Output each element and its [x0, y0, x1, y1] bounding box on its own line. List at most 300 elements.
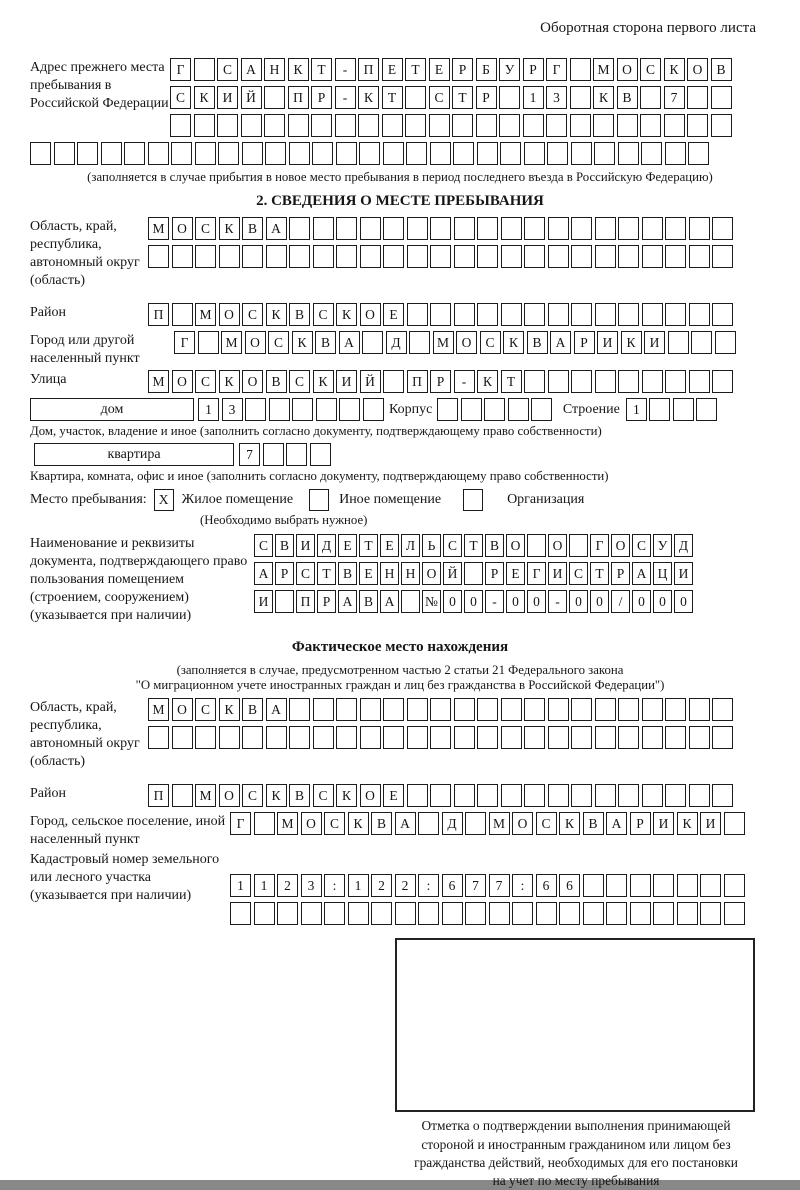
char-cell[interactable]: [217, 114, 238, 137]
char-cell[interactable]: И: [254, 590, 273, 613]
char-cell[interactable]: О: [219, 303, 240, 326]
char-cell[interactable]: С: [296, 562, 315, 585]
char-cell[interactable]: [595, 303, 616, 326]
char-cell[interactable]: Е: [383, 303, 404, 326]
char-cell[interactable]: [407, 698, 428, 721]
char-cell[interactable]: Р: [630, 812, 651, 835]
char-cell[interactable]: [195, 245, 216, 268]
char-cell[interactable]: С: [632, 534, 651, 557]
char-cell[interactable]: [712, 784, 733, 807]
char-cell[interactable]: П: [288, 86, 309, 109]
char-cell[interactable]: [383, 217, 404, 240]
char-cell[interactable]: О: [548, 534, 567, 557]
char-cell[interactable]: К: [336, 784, 357, 807]
char-cell[interactable]: К: [621, 331, 642, 354]
char-cell[interactable]: К: [358, 86, 379, 109]
char-cell[interactable]: [465, 902, 486, 925]
char-cell[interactable]: [310, 443, 331, 466]
char-cell[interactable]: Т: [311, 58, 332, 81]
char-cell[interactable]: И: [217, 86, 238, 109]
char-cell[interactable]: [664, 114, 685, 137]
char-cell[interactable]: [677, 902, 698, 925]
char-cell[interactable]: [595, 784, 616, 807]
char-cell[interactable]: Д: [317, 534, 336, 557]
char-cell[interactable]: [595, 698, 616, 721]
char-cell[interactable]: [724, 874, 745, 897]
char-cell[interactable]: [571, 303, 592, 326]
char-cell[interactable]: [569, 534, 588, 557]
dom-number-row[interactable]: [198, 398, 386, 422]
char-cell[interactable]: 2: [395, 874, 416, 897]
char-cell[interactable]: 0: [464, 590, 483, 613]
char-cell[interactable]: [501, 217, 522, 240]
char-cell[interactable]: В: [289, 303, 310, 326]
char-cell[interactable]: [571, 726, 592, 749]
char-cell[interactable]: [595, 217, 616, 240]
char-cell[interactable]: [266, 726, 287, 749]
char-cell[interactable]: А: [254, 562, 273, 585]
char-cell[interactable]: [618, 245, 639, 268]
char-cell[interactable]: [477, 784, 498, 807]
char-cell[interactable]: [712, 370, 733, 393]
kvartira-number-row[interactable]: [239, 443, 333, 467]
char-cell[interactable]: В: [242, 698, 263, 721]
char-cell[interactable]: [642, 370, 663, 393]
char-cell[interactable]: 1: [626, 398, 647, 421]
char-cell[interactable]: [583, 902, 604, 925]
char-cell[interactable]: [688, 142, 709, 165]
char-cell[interactable]: [198, 331, 219, 354]
char-cell[interactable]: [665, 784, 686, 807]
char-cell[interactable]: 0: [674, 590, 693, 613]
char-cell[interactable]: [570, 114, 591, 137]
char-cell[interactable]: [689, 784, 710, 807]
char-cell[interactable]: М: [433, 331, 454, 354]
char-cell[interactable]: [618, 142, 639, 165]
char-cell[interactable]: [335, 114, 356, 137]
char-cell[interactable]: 2: [371, 874, 392, 897]
doc-row-1[interactable]: [254, 534, 695, 558]
char-cell[interactable]: Е: [382, 58, 403, 81]
char-cell[interactable]: М: [195, 784, 216, 807]
char-cell[interactable]: [524, 726, 545, 749]
char-cell[interactable]: С: [569, 562, 588, 585]
char-cell[interactable]: [630, 874, 651, 897]
char-cell[interactable]: 0: [632, 590, 651, 613]
char-cell[interactable]: Ь: [422, 534, 441, 557]
korpus-row[interactable]: [437, 398, 555, 422]
char-cell[interactable]: [461, 398, 482, 421]
char-cell[interactable]: М: [221, 331, 242, 354]
char-cell[interactable]: :: [418, 874, 439, 897]
char-cell[interactable]: 2: [277, 874, 298, 897]
char-cell[interactable]: И: [296, 534, 315, 557]
char-cell[interactable]: [531, 398, 552, 421]
char-cell[interactable]: [546, 114, 567, 137]
char-cell[interactable]: С: [268, 331, 289, 354]
char-cell[interactable]: [454, 245, 475, 268]
char-cell[interactable]: -: [454, 370, 475, 393]
char-cell[interactable]: [595, 245, 616, 268]
char-cell[interactable]: [641, 142, 662, 165]
char-cell[interactable]: [524, 245, 545, 268]
char-cell[interactable]: [219, 726, 240, 749]
char-cell[interactable]: [477, 698, 498, 721]
char-cell[interactable]: [476, 114, 497, 137]
char-cell[interactable]: 7: [664, 86, 685, 109]
char-cell[interactable]: [524, 217, 545, 240]
char-cell[interactable]: О: [219, 784, 240, 807]
char-cell[interactable]: [595, 726, 616, 749]
char-cell[interactable]: А: [632, 562, 651, 585]
char-cell[interactable]: [689, 303, 710, 326]
char-cell[interactable]: [311, 114, 332, 137]
kvartira-type-box[interactable]: квартира: [34, 443, 234, 466]
char-cell[interactable]: -: [335, 58, 356, 81]
char-cell[interactable]: Т: [405, 58, 426, 81]
char-cell[interactable]: Е: [429, 58, 450, 81]
char-cell[interactable]: Р: [523, 58, 544, 81]
char-cell[interactable]: В: [583, 812, 604, 835]
char-cell[interactable]: И: [336, 370, 357, 393]
char-cell[interactable]: К: [219, 370, 240, 393]
char-cell[interactable]: [313, 698, 334, 721]
char-cell[interactable]: [313, 245, 334, 268]
char-cell[interactable]: С: [242, 303, 263, 326]
char-cell[interactable]: [454, 303, 475, 326]
char-cell[interactable]: [571, 142, 592, 165]
char-cell[interactable]: [642, 698, 663, 721]
doc-row-2[interactable]: [254, 562, 695, 586]
char-cell[interactable]: [501, 726, 522, 749]
char-cell[interactable]: [712, 726, 733, 749]
char-cell[interactable]: [360, 217, 381, 240]
char-cell[interactable]: К: [593, 86, 614, 109]
char-cell[interactable]: Д: [386, 331, 407, 354]
char-cell[interactable]: [124, 142, 145, 165]
char-cell[interactable]: [336, 245, 357, 268]
char-cell[interactable]: О: [506, 534, 525, 557]
dom-type-box[interactable]: дом: [30, 398, 194, 421]
char-cell[interactable]: Т: [382, 86, 403, 109]
char-cell[interactable]: 7: [489, 874, 510, 897]
char-cell[interactable]: [430, 303, 451, 326]
char-cell[interactable]: /: [611, 590, 630, 613]
char-cell[interactable]: К: [559, 812, 580, 835]
char-cell[interactable]: В: [371, 812, 392, 835]
char-cell[interactable]: И: [644, 331, 665, 354]
char-cell[interactable]: [269, 398, 290, 421]
char-cell[interactable]: [501, 698, 522, 721]
checkbox-organizaciya[interactable]: [463, 489, 483, 511]
char-cell[interactable]: [383, 370, 404, 393]
char-cell[interactable]: [241, 114, 262, 137]
char-cell[interactable]: М: [195, 303, 216, 326]
char-cell[interactable]: Р: [430, 370, 451, 393]
char-cell[interactable]: Р: [485, 562, 504, 585]
char-cell[interactable]: У: [653, 534, 672, 557]
char-cell[interactable]: Г: [546, 58, 567, 81]
char-cell[interactable]: [230, 902, 251, 925]
char-cell[interactable]: [219, 245, 240, 268]
char-cell[interactable]: 3: [546, 86, 567, 109]
char-cell[interactable]: Т: [452, 86, 473, 109]
char-cell[interactable]: [453, 142, 474, 165]
char-cell[interactable]: [254, 812, 275, 835]
fact-raion-row[interactable]: [148, 784, 736, 808]
char-cell[interactable]: [593, 114, 614, 137]
char-cell[interactable]: [148, 142, 169, 165]
char-cell[interactable]: С: [480, 331, 501, 354]
char-cell[interactable]: [501, 784, 522, 807]
char-cell[interactable]: 0: [506, 590, 525, 613]
s2-gorod-row[interactable]: [174, 331, 738, 355]
char-cell[interactable]: [689, 217, 710, 240]
char-cell[interactable]: [172, 726, 193, 749]
char-cell[interactable]: [359, 142, 380, 165]
char-cell[interactable]: [642, 303, 663, 326]
char-cell[interactable]: [687, 114, 708, 137]
char-cell[interactable]: В: [359, 590, 378, 613]
char-cell[interactable]: [264, 86, 285, 109]
char-cell[interactable]: Е: [383, 784, 404, 807]
char-cell[interactable]: [265, 142, 286, 165]
char-cell[interactable]: О: [611, 534, 630, 557]
char-cell[interactable]: О: [172, 370, 193, 393]
char-cell[interactable]: Н: [264, 58, 285, 81]
char-cell[interactable]: [465, 812, 486, 835]
char-cell[interactable]: [360, 698, 381, 721]
s2-oblast-row-2[interactable]: [148, 245, 736, 269]
prev-address-row-4[interactable]: [30, 142, 800, 166]
char-cell[interactable]: [405, 86, 426, 109]
fact-kadastr-row-2[interactable]: [230, 902, 747, 926]
char-cell[interactable]: К: [477, 370, 498, 393]
char-cell[interactable]: К: [266, 784, 287, 807]
char-cell[interactable]: [677, 874, 698, 897]
char-cell[interactable]: О: [172, 217, 193, 240]
char-cell[interactable]: [665, 217, 686, 240]
char-cell[interactable]: [218, 142, 239, 165]
char-cell[interactable]: [395, 902, 416, 925]
char-cell[interactable]: [571, 245, 592, 268]
char-cell[interactable]: О: [242, 370, 263, 393]
char-cell[interactable]: С: [195, 370, 216, 393]
char-cell[interactable]: Й: [360, 370, 381, 393]
char-cell[interactable]: [649, 398, 670, 421]
char-cell[interactable]: [289, 726, 310, 749]
char-cell[interactable]: [696, 398, 717, 421]
char-cell[interactable]: В: [315, 331, 336, 354]
char-cell[interactable]: [360, 245, 381, 268]
char-cell[interactable]: О: [456, 331, 477, 354]
char-cell[interactable]: [195, 142, 216, 165]
char-cell[interactable]: :: [324, 874, 345, 897]
char-cell[interactable]: [595, 370, 616, 393]
char-cell[interactable]: [673, 398, 694, 421]
char-cell[interactable]: 0: [527, 590, 546, 613]
char-cell[interactable]: С: [324, 812, 345, 835]
char-cell[interactable]: [336, 142, 357, 165]
char-cell[interactable]: [383, 726, 404, 749]
char-cell[interactable]: [523, 114, 544, 137]
char-cell[interactable]: [430, 726, 451, 749]
char-cell[interactable]: О: [360, 784, 381, 807]
char-cell[interactable]: Г: [170, 58, 191, 81]
char-cell[interactable]: С: [640, 58, 661, 81]
char-cell[interactable]: [170, 114, 191, 137]
fact-kadastr-row-1[interactable]: [230, 874, 747, 898]
char-cell[interactable]: Р: [476, 86, 497, 109]
char-cell[interactable]: [711, 86, 732, 109]
char-cell[interactable]: [548, 245, 569, 268]
char-cell[interactable]: [570, 58, 591, 81]
char-cell[interactable]: К: [194, 86, 215, 109]
char-cell[interactable]: И: [548, 562, 567, 585]
char-cell[interactable]: [454, 217, 475, 240]
char-cell[interactable]: А: [338, 590, 357, 613]
char-cell[interactable]: А: [339, 331, 360, 354]
char-cell[interactable]: Е: [338, 534, 357, 557]
char-cell[interactable]: 1: [198, 398, 219, 421]
char-cell[interactable]: 1: [254, 874, 275, 897]
char-cell[interactable]: В: [617, 86, 638, 109]
char-cell[interactable]: [383, 245, 404, 268]
char-cell[interactable]: [499, 86, 520, 109]
char-cell[interactable]: Б: [476, 58, 497, 81]
char-cell[interactable]: 7: [239, 443, 260, 466]
char-cell[interactable]: П: [148, 784, 169, 807]
char-cell[interactable]: О: [512, 812, 533, 835]
char-cell[interactable]: [665, 142, 686, 165]
char-cell[interactable]: М: [148, 217, 169, 240]
fact-oblast-row-1[interactable]: [148, 698, 736, 722]
char-cell[interactable]: 0: [443, 590, 462, 613]
char-cell[interactable]: О: [301, 812, 322, 835]
checkbox-zhiloe[interactable]: X: [154, 489, 174, 511]
char-cell[interactable]: [312, 142, 333, 165]
char-cell[interactable]: [292, 398, 313, 421]
char-cell[interactable]: А: [395, 812, 416, 835]
char-cell[interactable]: А: [380, 590, 399, 613]
char-cell[interactable]: О: [687, 58, 708, 81]
char-cell[interactable]: [724, 812, 745, 835]
char-cell[interactable]: [583, 874, 604, 897]
char-cell[interactable]: [288, 114, 309, 137]
char-cell[interactable]: [407, 217, 428, 240]
char-cell[interactable]: П: [148, 303, 169, 326]
char-cell[interactable]: М: [148, 370, 169, 393]
char-cell[interactable]: -: [485, 590, 504, 613]
char-cell[interactable]: [618, 784, 639, 807]
prev-address-row-3[interactable]: [170, 114, 734, 138]
char-cell[interactable]: [536, 902, 557, 925]
char-cell[interactable]: [642, 784, 663, 807]
char-cell[interactable]: [313, 726, 334, 749]
char-cell[interactable]: 6: [559, 874, 580, 897]
char-cell[interactable]: [691, 331, 712, 354]
char-cell[interactable]: П: [358, 58, 379, 81]
char-cell[interactable]: [547, 142, 568, 165]
char-cell[interactable]: [77, 142, 98, 165]
char-cell[interactable]: [442, 902, 463, 925]
char-cell[interactable]: [700, 902, 721, 925]
char-cell[interactable]: [665, 245, 686, 268]
char-cell[interactable]: [642, 726, 663, 749]
char-cell[interactable]: С: [536, 812, 557, 835]
char-cell[interactable]: [148, 245, 169, 268]
char-cell[interactable]: [508, 398, 529, 421]
char-cell[interactable]: [642, 217, 663, 240]
char-cell[interactable]: [242, 726, 263, 749]
char-cell[interactable]: Й: [443, 562, 462, 585]
char-cell[interactable]: Г: [230, 812, 251, 835]
char-cell[interactable]: [594, 142, 615, 165]
char-cell[interactable]: [358, 114, 379, 137]
char-cell[interactable]: К: [348, 812, 369, 835]
char-cell[interactable]: [336, 726, 357, 749]
char-cell[interactable]: К: [313, 370, 334, 393]
char-cell[interactable]: [618, 698, 639, 721]
char-cell[interactable]: [383, 142, 404, 165]
char-cell[interactable]: О: [422, 562, 441, 585]
char-cell[interactable]: [501, 303, 522, 326]
char-cell[interactable]: -: [548, 590, 567, 613]
char-cell[interactable]: [430, 217, 451, 240]
char-cell[interactable]: [617, 114, 638, 137]
char-cell[interactable]: [30, 142, 51, 165]
char-cell[interactable]: С: [242, 784, 263, 807]
char-cell[interactable]: [418, 902, 439, 925]
char-cell[interactable]: 6: [536, 874, 557, 897]
char-cell[interactable]: М: [593, 58, 614, 81]
char-cell[interactable]: С: [443, 534, 462, 557]
char-cell[interactable]: [653, 874, 674, 897]
char-cell[interactable]: [360, 726, 381, 749]
s2-ulitsa-row[interactable]: [148, 370, 736, 394]
char-cell[interactable]: В: [275, 534, 294, 557]
char-cell[interactable]: [499, 114, 520, 137]
char-cell[interactable]: [54, 142, 75, 165]
char-cell[interactable]: [668, 331, 689, 354]
char-cell[interactable]: [665, 370, 686, 393]
char-cell[interactable]: [289, 142, 310, 165]
char-cell[interactable]: [489, 902, 510, 925]
char-cell[interactable]: [454, 726, 475, 749]
char-cell[interactable]: [242, 142, 263, 165]
char-cell[interactable]: [454, 784, 475, 807]
char-cell[interactable]: [316, 398, 337, 421]
char-cell[interactable]: К: [219, 217, 240, 240]
char-cell[interactable]: [313, 217, 334, 240]
char-cell[interactable]: М: [148, 698, 169, 721]
char-cell[interactable]: [301, 902, 322, 925]
char-cell[interactable]: О: [245, 331, 266, 354]
char-cell[interactable]: К: [664, 58, 685, 81]
char-cell[interactable]: [452, 114, 473, 137]
char-cell[interactable]: [477, 726, 498, 749]
char-cell[interactable]: [484, 398, 505, 421]
char-cell[interactable]: [500, 142, 521, 165]
char-cell[interactable]: [512, 902, 533, 925]
char-cell[interactable]: [559, 902, 580, 925]
prev-address-row-2[interactable]: [170, 86, 734, 110]
char-cell[interactable]: [640, 86, 661, 109]
char-cell[interactable]: [501, 245, 522, 268]
char-cell[interactable]: [194, 114, 215, 137]
char-cell[interactable]: К: [503, 331, 524, 354]
char-cell[interactable]: С: [195, 698, 216, 721]
